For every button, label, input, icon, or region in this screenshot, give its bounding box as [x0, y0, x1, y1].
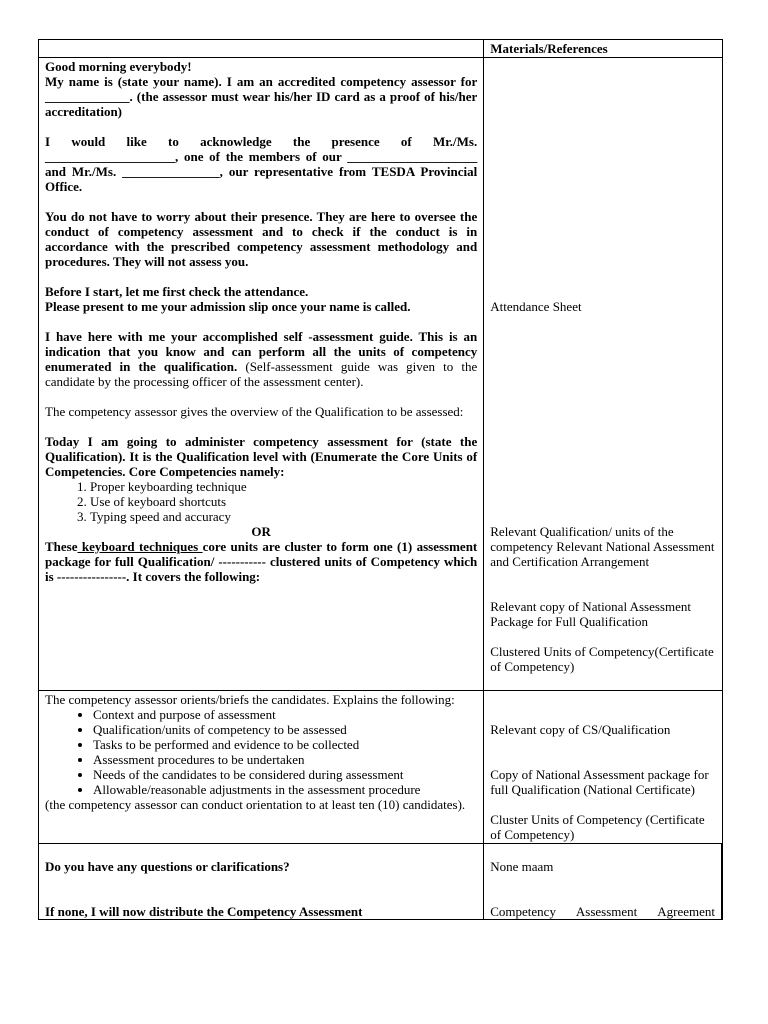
acknowledge-text: I would like to acknowledge the presence of Mr./Ms. ____________________, one of the members of our ____________________ and Mr./Ms. _______________, our representative from TESDA Provincial Office. [45, 134, 478, 194]
cluster-post: core units are cluster to form one (1) assessment package for full Qualification/ ----------- clustered units of Competency which is ----------------. It covers the following: [45, 539, 478, 584]
self-assessment-note: (Self-assessment guide was given to the candidate by the processing officer of the assessment center). [45, 359, 478, 389]
attendance-text: Before I start, let me first check the attendance. [45, 284, 309, 299]
agreement-ref: Competency Assessment Agreement [490, 904, 715, 919]
cluster-pre: These [45, 539, 78, 554]
attendance-sheet-ref: Attendance Sheet [490, 299, 582, 314]
list-item: • Needs of the candidates to be considered during assessment [93, 767, 477, 782]
materials-cell-questions [484, 844, 722, 920]
self-assessment-paragraph [45, 329, 477, 389]
script-cell-questions [39, 844, 484, 920]
orientation-intro: The competency assessor orients/briefs the candidates. Explains the following: [45, 692, 455, 707]
orientation-bullet-list [45, 707, 477, 797]
script-cell-orientation [39, 691, 484, 844]
relevant-qualification-ref: Relevant Qualification/ units of the competency Relevant National Assessment and Certification Arrangement [490, 524, 715, 569]
cluster-units-ref: Cluster Units of Competency (Certificate of Competency) [490, 812, 705, 842]
list-item: • Qualification/units of competency to be assessed [93, 722, 477, 737]
core-competency-list [45, 479, 477, 524]
script-cell-introduction [39, 58, 484, 691]
list-item: • Tasks to be performed and evidence to be collected [93, 737, 477, 752]
list-item: 3. Typing speed and accuracy [90, 509, 477, 524]
questions-text: Do you have any questions or clarifications? [45, 859, 290, 874]
row-introduction [39, 58, 723, 691]
materials-cell-orientation [484, 691, 722, 844]
assessor-intro-text: My name is (state your name). I am an accredited competency assessor for _____________. (the assessor must wear his/her ID card as a proof of his/her accreditation) [45, 74, 478, 119]
orientation-note: (the competency assessor can conduct orientation to at least ten (10) candidates). [45, 797, 466, 812]
answer-text: None maam [490, 859, 554, 874]
header-left-cell [39, 40, 484, 58]
list-item: • Context and purpose of assessment [93, 707, 477, 722]
list-item: 1. Proper keyboarding technique [90, 479, 477, 494]
self-assessment-bold: I have here with me your accomplished self -assessment guide. This is an indication that you know and can perform all the units of competency enumerated in the qualification. [45, 329, 478, 374]
national-assessment-package-ref: Copy of National Assessment package for full Qualification (National Certificate) [490, 767, 709, 797]
administer-text: Today I am going to administer competency assessment for (state the Qualification). It is the Qualification level with (Enumerate the Core Units of Competencies. Core Competencies namely: [45, 434, 478, 479]
cluster-paragraph [45, 539, 477, 584]
assessment-script-table [38, 39, 723, 920]
header-row [39, 40, 723, 58]
distribute-text: If none, I will now distribute the Competency Assessment [45, 904, 363, 919]
row-questions [39, 844, 723, 920]
list-item: • Allowable/reasonable adjustments in the assessment procedure [93, 782, 477, 797]
greeting-text: Good morning everybody! [45, 59, 192, 74]
list-item: • Assessment procedures to be undertaken [93, 752, 477, 767]
list-item: 2. Use of keyboard shortcuts [90, 494, 477, 509]
clustered-units-ref: Clustered Units of Competency(Certificate of Competency) [490, 644, 714, 674]
admission-slip-text: Please present to me your admission slip once your name is called. [45, 299, 411, 314]
oversee-text: You do not have to worry about their presence. They are here to oversee the conduct of competency assessment and to check if the conduct is in accordance with the prescribed competency assessment methodology and procedures. They will not assess you. [45, 209, 478, 269]
overview-text: The competency assessor gives the overview of the Qualification to be assessed: [45, 404, 464, 419]
keyboard-techniques-text: keyboard techniques [77, 539, 203, 554]
cs-qualification-ref: Relevant copy of CS/Qualification [490, 722, 671, 737]
materials-header: Materials/References [484, 40, 722, 58]
or-text: OR [251, 524, 271, 539]
materials-cell-introduction [484, 58, 722, 691]
row-orientation [39, 691, 723, 844]
national-package-ref: Relevant copy of National Assessment Package for Full Qualification [490, 599, 691, 629]
